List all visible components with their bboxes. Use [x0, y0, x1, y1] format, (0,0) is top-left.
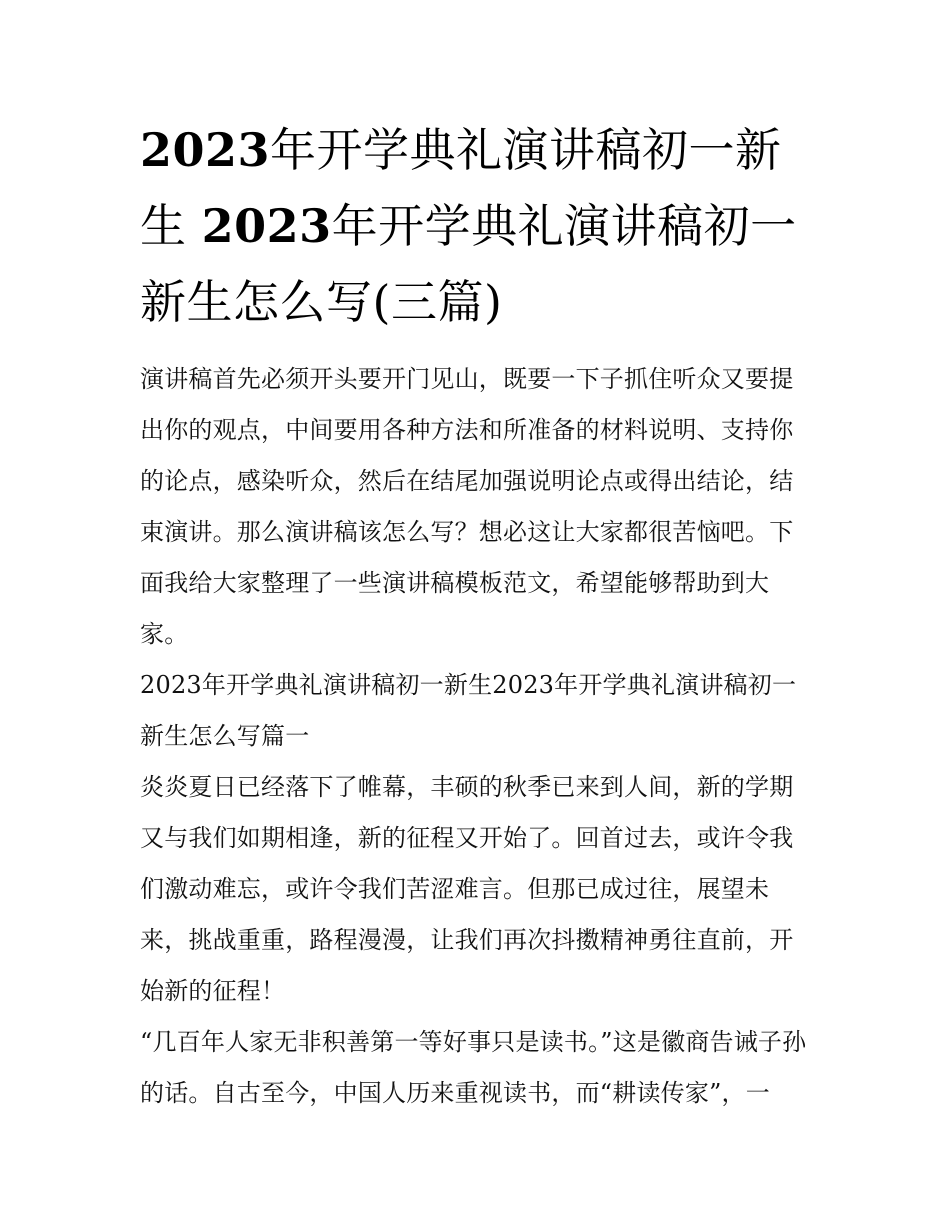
paragraph-section-heading: 2023年开学典礼演讲稿初一新生2023年开学典礼演讲稿初一新生怎么写篇一 [140, 671, 797, 750]
paragraph-body-2: “几百年人家无非积善第一等好事只是读书。”这是徽商告诫子孙的话。自古至今，中国人历来重视读书，而“耕读传家”，一 [140, 1028, 807, 1107]
document-content [140, 112, 812, 1119]
title-text-1: 年开学典礼演讲稿初一新生 [140, 123, 782, 253]
title-year-1: 2023 [140, 123, 271, 177]
document-body [140, 354, 812, 1119]
document-title [140, 112, 812, 340]
title-text-2: 年开学典礼演讲稿初一新生怎么写(三篇) [140, 199, 797, 329]
paragraph-intro: 演讲稿首先必须开头要开门见山，既要一下子抓住听众又要提出你的观点，中间要用各种方法和所准备的材料说明、支持你的论点，感染听众，然后在结尾加强说明论点或得出结论，结束演讲。那么演讲稿该怎么写？想必这让大家都很苦恼吧。下面我给大家整理了一些演讲稿模板范文，希望能够帮助到大家。 [140, 365, 794, 648]
title-year-2: 2023 [201, 199, 332, 253]
paragraph-body-1: 炎炎夏日已经落下了帷幕，丰硕的秋季已来到人间，新的学期又与我们如期相逢，新的征程又开始了。回首过去，或许令我们激动难忘，或许令我们苦涩难言。但那已成过往，展望未来，挑战重重，路程漫漫，让我们再次抖擞精神勇往直前，开始新的征程！ [140, 773, 794, 1005]
